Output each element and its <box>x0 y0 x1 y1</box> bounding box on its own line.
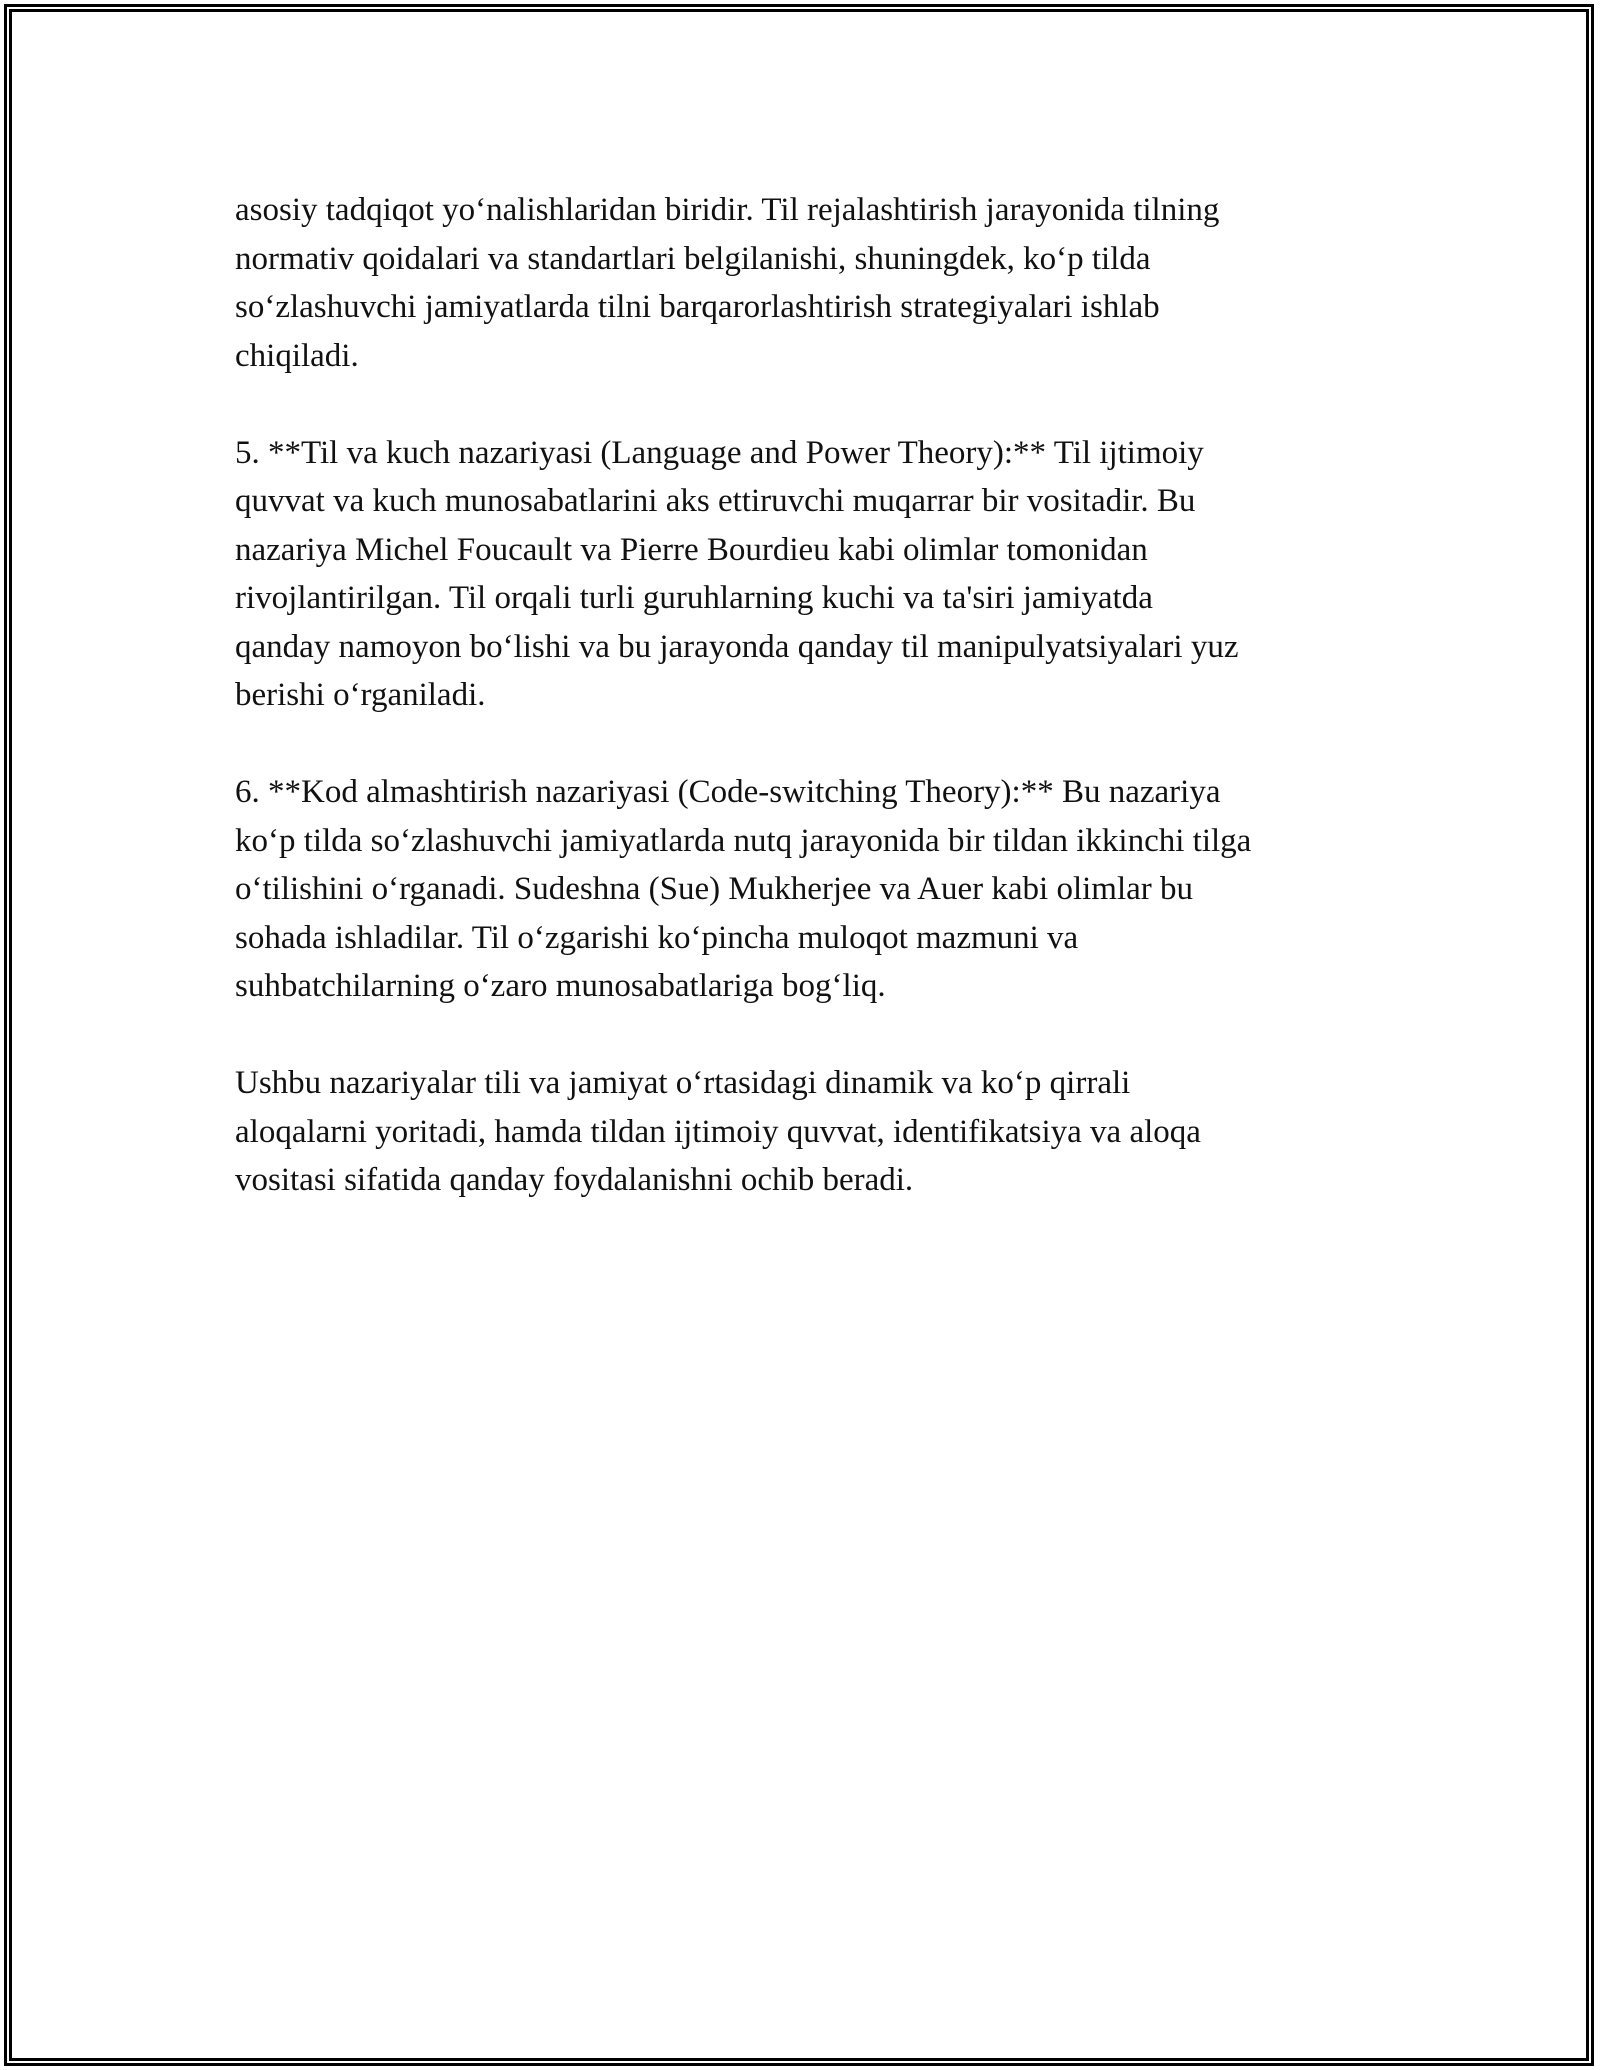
document-body <box>235 186 1385 1253</box>
paragraph-language-power-theory: 5. **Til va kuch nazariyasi (Language and Power Theory):** Til ijtimoiy quvvat va kuch munosabatlarini aks ettiruvchi muqarrar bir vositadir. Bu nazariya Michel Foucault va Pierre Bourdieu kabi olimlar tomonidan rivojlantirilgan. Til orqali turli guruhlarning kuchi va ta'siri jamiyatda qanday namoyon bo‘lishi va bu jarayonda qanday til manipulyatsiyalari yuz berishi o‘rganiladi. <box>235 434 1239 713</box>
paragraph-continuation: asosiy tadqiqot yo‘nalishlaridan biridir. Til rejalashtirish jarayonida tilning normativ qoidalari va standartlari belgilanishi, shuningdek, ko‘p tilda so‘zlashuvchi jamiyatlarda tilni barqarorlashtirish strategiyalari ishlab chiqiladi. <box>235 192 1220 374</box>
paragraph-conclusion: Ushbu nazariyalar tili va jamiyat o‘rtasidagi dinamik va ko‘p qirrali aloqalarni yoritadi, hamda tildan ijtimoiy quvvat, identifikatsiya va aloqa vositasi sifatida qanday foydalanishni ochib beradi. <box>235 1065 1201 1198</box>
paragraph-code-switching-theory: 6. **Kod almashtirish nazariyasi (Code-switching Theory):** Bu nazariya ko‘p tilda so‘zlashuvchi jamiyatlarda nutq jarayonida bir tildan ikkinchi tilga o‘tilishini o‘rganadi. Sudeshna (Sue) Mukherjee va Auer kabi olimlar bu sohada ishladilar. Til o‘zgarishi ko‘pincha muloqot mazmuni va suhbatchilarning o‘zaro munosabatlariga bog‘liq. <box>235 774 1252 1004</box>
